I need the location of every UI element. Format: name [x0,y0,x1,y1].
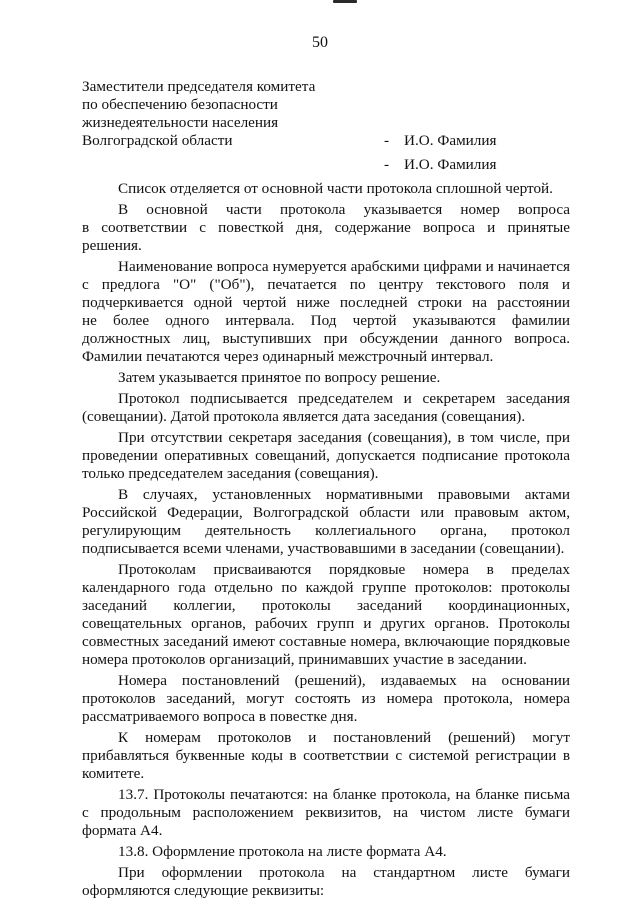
text-line: с предлога "О" ("Об"), печатается по центру текстового поля и [82,276,570,293]
text-line: заседаний коллегии, протоколы заседаний координационных, [82,597,570,614]
text-line: в соответствии с повесткой дня, содержание вопроса и принятые [82,219,570,236]
document-body [82,180,570,900]
text-line: совещательных органов, рабочих групп и других органов. Протоколы [82,615,570,632]
paragraph [82,864,570,900]
text-line: 13.8. Оформление протокола на листе формата А4. [118,843,447,860]
text-line: подписывается всеми членами, участвовавшими в заседании (совещании). [82,540,565,557]
text-line: Фамилии печатаются через одинарный межстрочный интервал. [82,348,494,365]
signatory-name: И.О. Фамилия [404,156,497,173]
signature-title-line: Волгоградской области [82,132,233,149]
text-line: только председателем заседания (совещания). [82,465,379,482]
paragraph [82,843,570,861]
paragraph [82,561,570,669]
text-line: Протоколам присваиваются порядковые номера в пределах [118,561,570,578]
text-line: номера протоколов организаций, принимавших участие в заседании. [82,651,527,668]
signature-block [82,78,582,174]
text-line: Протокол подписывается председателем и секретарем заседания [118,390,570,407]
text-line: регулирующим деятельность коллегиального органа, протокол [82,522,570,539]
text-line: должностных лиц, выступивших при обсуждении данного вопроса. [82,330,570,347]
text-line: с продольным расположением реквизитов, на чистом листе бумаги [82,804,570,821]
text-line: (совещании). Датой протокола является дата заседания (совещания). [82,408,526,425]
text-line: Номера постановлений (решений), издаваемых на основании [118,672,570,689]
signature-title-line: Заместители председателя комитета [82,78,316,95]
signatory-name: И.О. Фамилия [404,132,497,149]
text-line: протоколов заседаний, могут состоять из номера протокола, номера [82,690,570,707]
text-line: комитете. [82,765,145,782]
paragraph [82,729,570,783]
paragraph [82,390,570,426]
signature-row [82,156,582,174]
paragraph [82,786,570,840]
signature-title-line: жизнедеятельности населения [82,114,279,131]
text-line: календарного года отдельно по каждой группе протоколов: протоколы [82,579,570,596]
text-line: формата А4. [82,822,163,839]
text-line: При отсутствии секретаря заседания (совещания), в том числе, при [118,429,570,446]
signature-dash: - [384,156,390,173]
text-line: прибавляться буквенные коды в соответствии с системой регистрации в [82,747,570,764]
paragraph [82,258,570,366]
text-line: совместных заседаний имеют составные номера, включающие порядковые [82,633,570,650]
text-line: В основной части протокола указывается номер вопроса [118,201,570,218]
text-line: В случаях, установленных нормативными правовыми актами [118,486,570,503]
text-line: К номерам протоколов и постановлений (решений) могут [118,729,570,746]
text-line: Наименование вопроса нумеруется арабскими цифрами и начинается [118,258,570,275]
text-line: не более одного интервала. Под чертой указываются фамилии [82,312,570,329]
paragraph [82,672,570,726]
text-line: подчеркивается одной чертой ниже последней строки на расстоянии [82,294,570,311]
paragraph [82,201,570,255]
text-line: Российской Федерации, Волгоградской области или правовым актом, [82,504,570,521]
text-line: 13.7. Протоколы печатаются: на бланке протокола, на бланке письма [118,786,570,803]
text-line: При оформлении протокола на стандартном листе бумаги [118,864,570,881]
page-number: 50 [312,34,328,51]
signature-title-line: по обеспечению безопасности [82,96,278,113]
text-line: решения. [82,237,142,254]
signature-row [82,132,582,150]
text-line: рассматриваемого вопроса в повестке дня. [82,708,358,725]
text-line: проведении оперативных совещаний, допускается подписание протокола [82,447,570,464]
text-line: Список отделяется от основной части протокола сплошной чертой. [118,180,553,197]
text-line: Затем указывается принятое по вопросу решение. [118,369,441,386]
paragraph [82,180,570,198]
signature-dash: - [384,132,390,149]
paragraph [82,429,570,483]
paragraph [82,486,570,558]
scan-mark [333,0,357,3]
paragraph [82,369,570,387]
text-line: оформляются следующие реквизиты: [82,882,325,899]
